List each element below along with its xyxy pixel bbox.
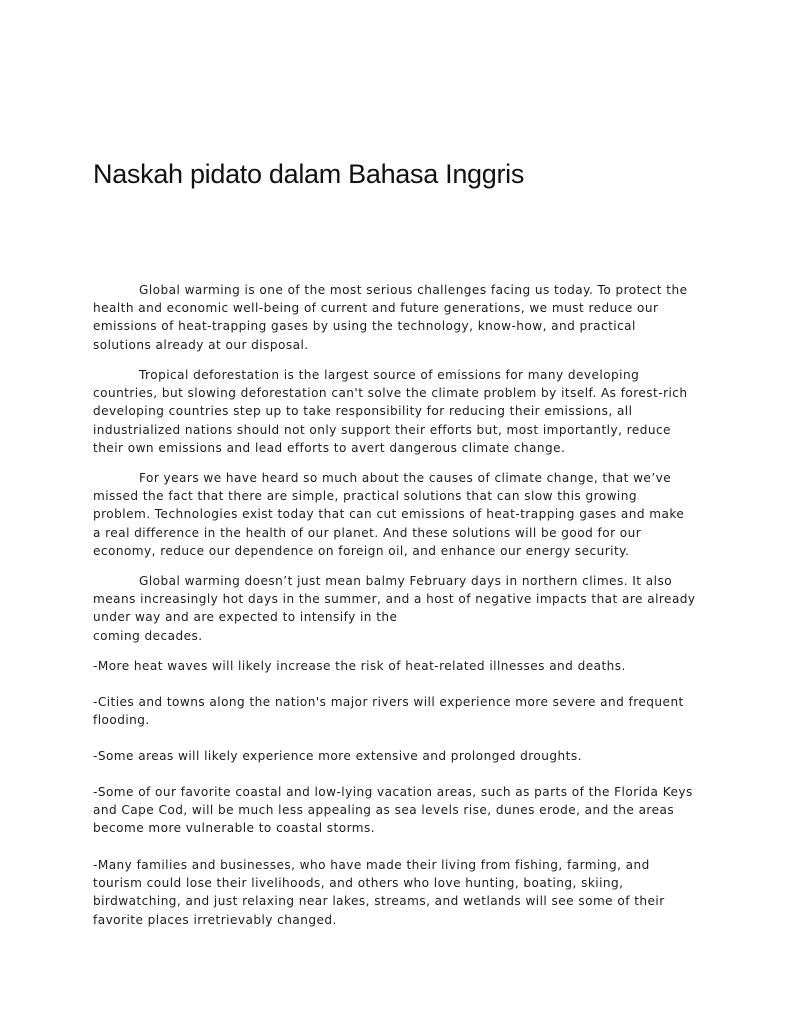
bullet-line: birdwatching, and just relaxing near lakes, streams, and wetlands will see some of their [93, 894, 665, 909]
document-title: Naskah pidato dalam Bahasa Inggris [93, 159, 525, 189]
paragraph-line: Tropical deforestation is the largest source of emissions for many developing [139, 368, 640, 382]
bullet-livelihoods [93, 856, 713, 929]
bullet-droughts [93, 747, 713, 765]
paragraph-line: countries, but slowing deforestation can't solve the climate problem by itself. As forest-rich [93, 386, 688, 401]
paragraph-line: missed the fact that there are simple, practical solutions that can slow this growing [93, 489, 637, 504]
paragraph-line: emissions of heat-trapping gases by using the technology, know-how, and practical [93, 319, 636, 334]
paragraph-negative-impacts [93, 572, 713, 645]
paragraph-line: solutions already at our disposal. [93, 337, 309, 352]
paragraph-line: their own emissions and lead efforts to avert dangerous climate change. [93, 440, 566, 455]
paragraph-tropical-deforestation [93, 366, 713, 457]
bullet-line: -Cities and towns along the nation's major rivers will experience more severe and frequent [93, 695, 684, 709]
bullet-line: tourism could lose their livelihoods, and others who love hunting, boating, skiing, [93, 876, 624, 891]
paragraph-global-warming-challenge [93, 281, 713, 354]
paragraph-line: health and economic well-being of current and future generations, we must reduce our [93, 301, 659, 316]
bullet-line: flooding. [93, 713, 150, 728]
bullet-line: -Some of our favorite coastal and low-lying vacation areas, such as parts of the Florida Keys [93, 785, 693, 799]
bullet-line: favorite places irretrievably changed. [93, 912, 337, 927]
paragraph-line: Global warming is one of the most serious challenges facing us today. To protect the [139, 283, 688, 297]
paragraph-line: For years we have heard so much about the causes of climate change, that we’ve [139, 471, 672, 485]
paragraph-line: coming decades. [93, 628, 203, 643]
paragraph-line: means increasingly hot days in the summer, and a host of negative impacts that are already [93, 592, 696, 607]
bullet-line: -Many families and businesses, who have made their living from fishing, farming, and [93, 858, 650, 872]
bullet-line: -Some areas will likely experience more extensive and prolonged droughts. [93, 749, 582, 763]
bullet-line: -More heat waves will likely increase the risk of heat-related illnesses and deaths. [93, 659, 626, 673]
bullet-heat-waves [93, 657, 713, 675]
paragraph-line: under way and are expected to intensify in the [93, 610, 398, 625]
bullet-line: and Cape Cod, will be much less appealing as sea levels rise, dunes erode, and the areas [93, 803, 675, 818]
paragraph-line: Global warming doesn’t just mean balmy February days in northern climes. It also [139, 574, 673, 588]
bullet-river-flooding [93, 693, 713, 729]
paragraph-line: industrialized nations should not only support their efforts but, most importantly, reduce [93, 422, 671, 437]
paragraph-line: problem. Technologies exist today that can cut emissions of heat-trapping gases and make [93, 507, 685, 522]
paragraph-line: economy, reduce our dependence on foreign oil, and enhance our energy security. [93, 543, 630, 558]
bullet-coastal-areas [93, 783, 713, 838]
paragraph-line: developing countries step up to take responsibility for reducing their emissions, all [93, 404, 633, 419]
bullet-line: become more vulnerable to coastal storms. [93, 821, 376, 836]
paragraph-line: a real difference in the health of our planet. And these solutions will be good for our [93, 525, 642, 540]
paragraph-practical-solutions [93, 469, 713, 560]
